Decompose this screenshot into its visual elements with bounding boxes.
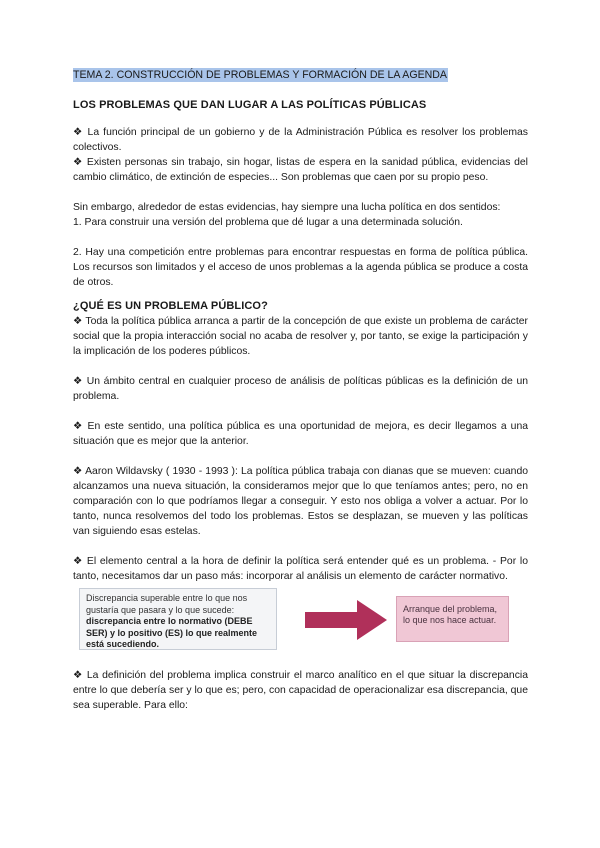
section-heading-public-problem: ¿QUÉ ES UN PROBLEMA PÚBLICO? <box>73 300 268 312</box>
paragraph: ❖ Toda la política pública arranca a partir de la concepción de que existe un problema de carácter social que la propia interacción social no acaba de resolver y, por tanto, se exige la participación y la implicación de los poderes públicos. <box>73 316 528 357</box>
paragraph: ❖ Un ámbito central en cualquier proceso de análisis de políticas públicas es la definición de un problema. <box>73 376 528 402</box>
paragraph: ❖ Existen personas sin trabajo, sin hogar, listas de espera en la sanidad pública, evidencias del cambio climático, de extinción de especies... Son problemas que caen por su propio peso. <box>73 157 528 183</box>
paragraph: ❖ La definición del problema implica construir el marco analítico en el que situar la discrepancia entre lo que debería ser y lo que es; pero, con capacidad de operacionalizar esa discrepancia, que sea superable. Para ello: <box>73 670 528 711</box>
list-item: 1. Para construir una versión del problema que dé lugar a una determinada solución. <box>73 217 463 228</box>
paragraph: ❖ En este sentido, una política pública es una oportunidad de mejora, es decir llegamos a una situación que es mejor que la anterior. <box>73 421 528 447</box>
paragraph: ❖ La función principal de un gobierno y de la Administración Pública es resolver los problemas colectivos. <box>73 127 528 153</box>
diagram-result-box: Arranque del problema, lo que nos hace actuar. <box>396 596 509 642</box>
section-heading-problems: LOS PROBLEMAS QUE DAN LUGAR A LAS POLÍTICAS PÚBLICAS <box>73 99 427 111</box>
list-item: 2. Hay una competición entre problemas para encontrar respuestas en forma de política pública. Los recursos son limitados y el acceso de unos problemas a la agenda pública se produce a costa de otros. <box>73 247 528 288</box>
paragraph: Sin embargo, alrededor de estas evidencias, hay siempre una lucha política en dos sentidos: <box>73 202 501 213</box>
paragraph: ❖ El elemento central a la hora de definir la política será entender qué es un problema. - Por lo tanto, necesitamos dar un paso más: incorporar al análisis un elemento de carácter normativo. <box>73 556 528 582</box>
paragraph: ❖ Aaron Wildavsky ( 1930 - 1993 ): La política pública trabaja con dianas que se mueven: cuando alcanzamos una nueva situación, la consideramos mejor que lo que teníamos antes; pero, no en comparación con lo que podríamos llegar a conseguir. Y esto nos obliga a volver a actuar. Por lo tanto, nunca resolvemos del todo los problemas. Estos se desplazan, se mueven y las políticas van siguiendo esas estelas. <box>73 466 528 537</box>
diagram-definition-box: Discrepancia superable entre lo que nos gustaría que pasara y lo que sucede: discrepancia entre lo normativo (DEBE SER) y lo positivo (ES) lo que realmente está sucediendo. <box>79 588 277 650</box>
document-page <box>73 68 528 713</box>
problem-diagram <box>73 588 515 658</box>
right-arrow-icon <box>305 600 387 640</box>
diagram-definition-bold: discrepancia entre lo normativo (DEBE SER) y lo positivo (ES) lo que realmente está sucediendo. <box>86 616 258 649</box>
document-title: TEMA 2. CONSTRUCCIÓN DE PROBLEMAS Y FORMACIÓN DE LA AGENDA <box>73 69 447 81</box>
